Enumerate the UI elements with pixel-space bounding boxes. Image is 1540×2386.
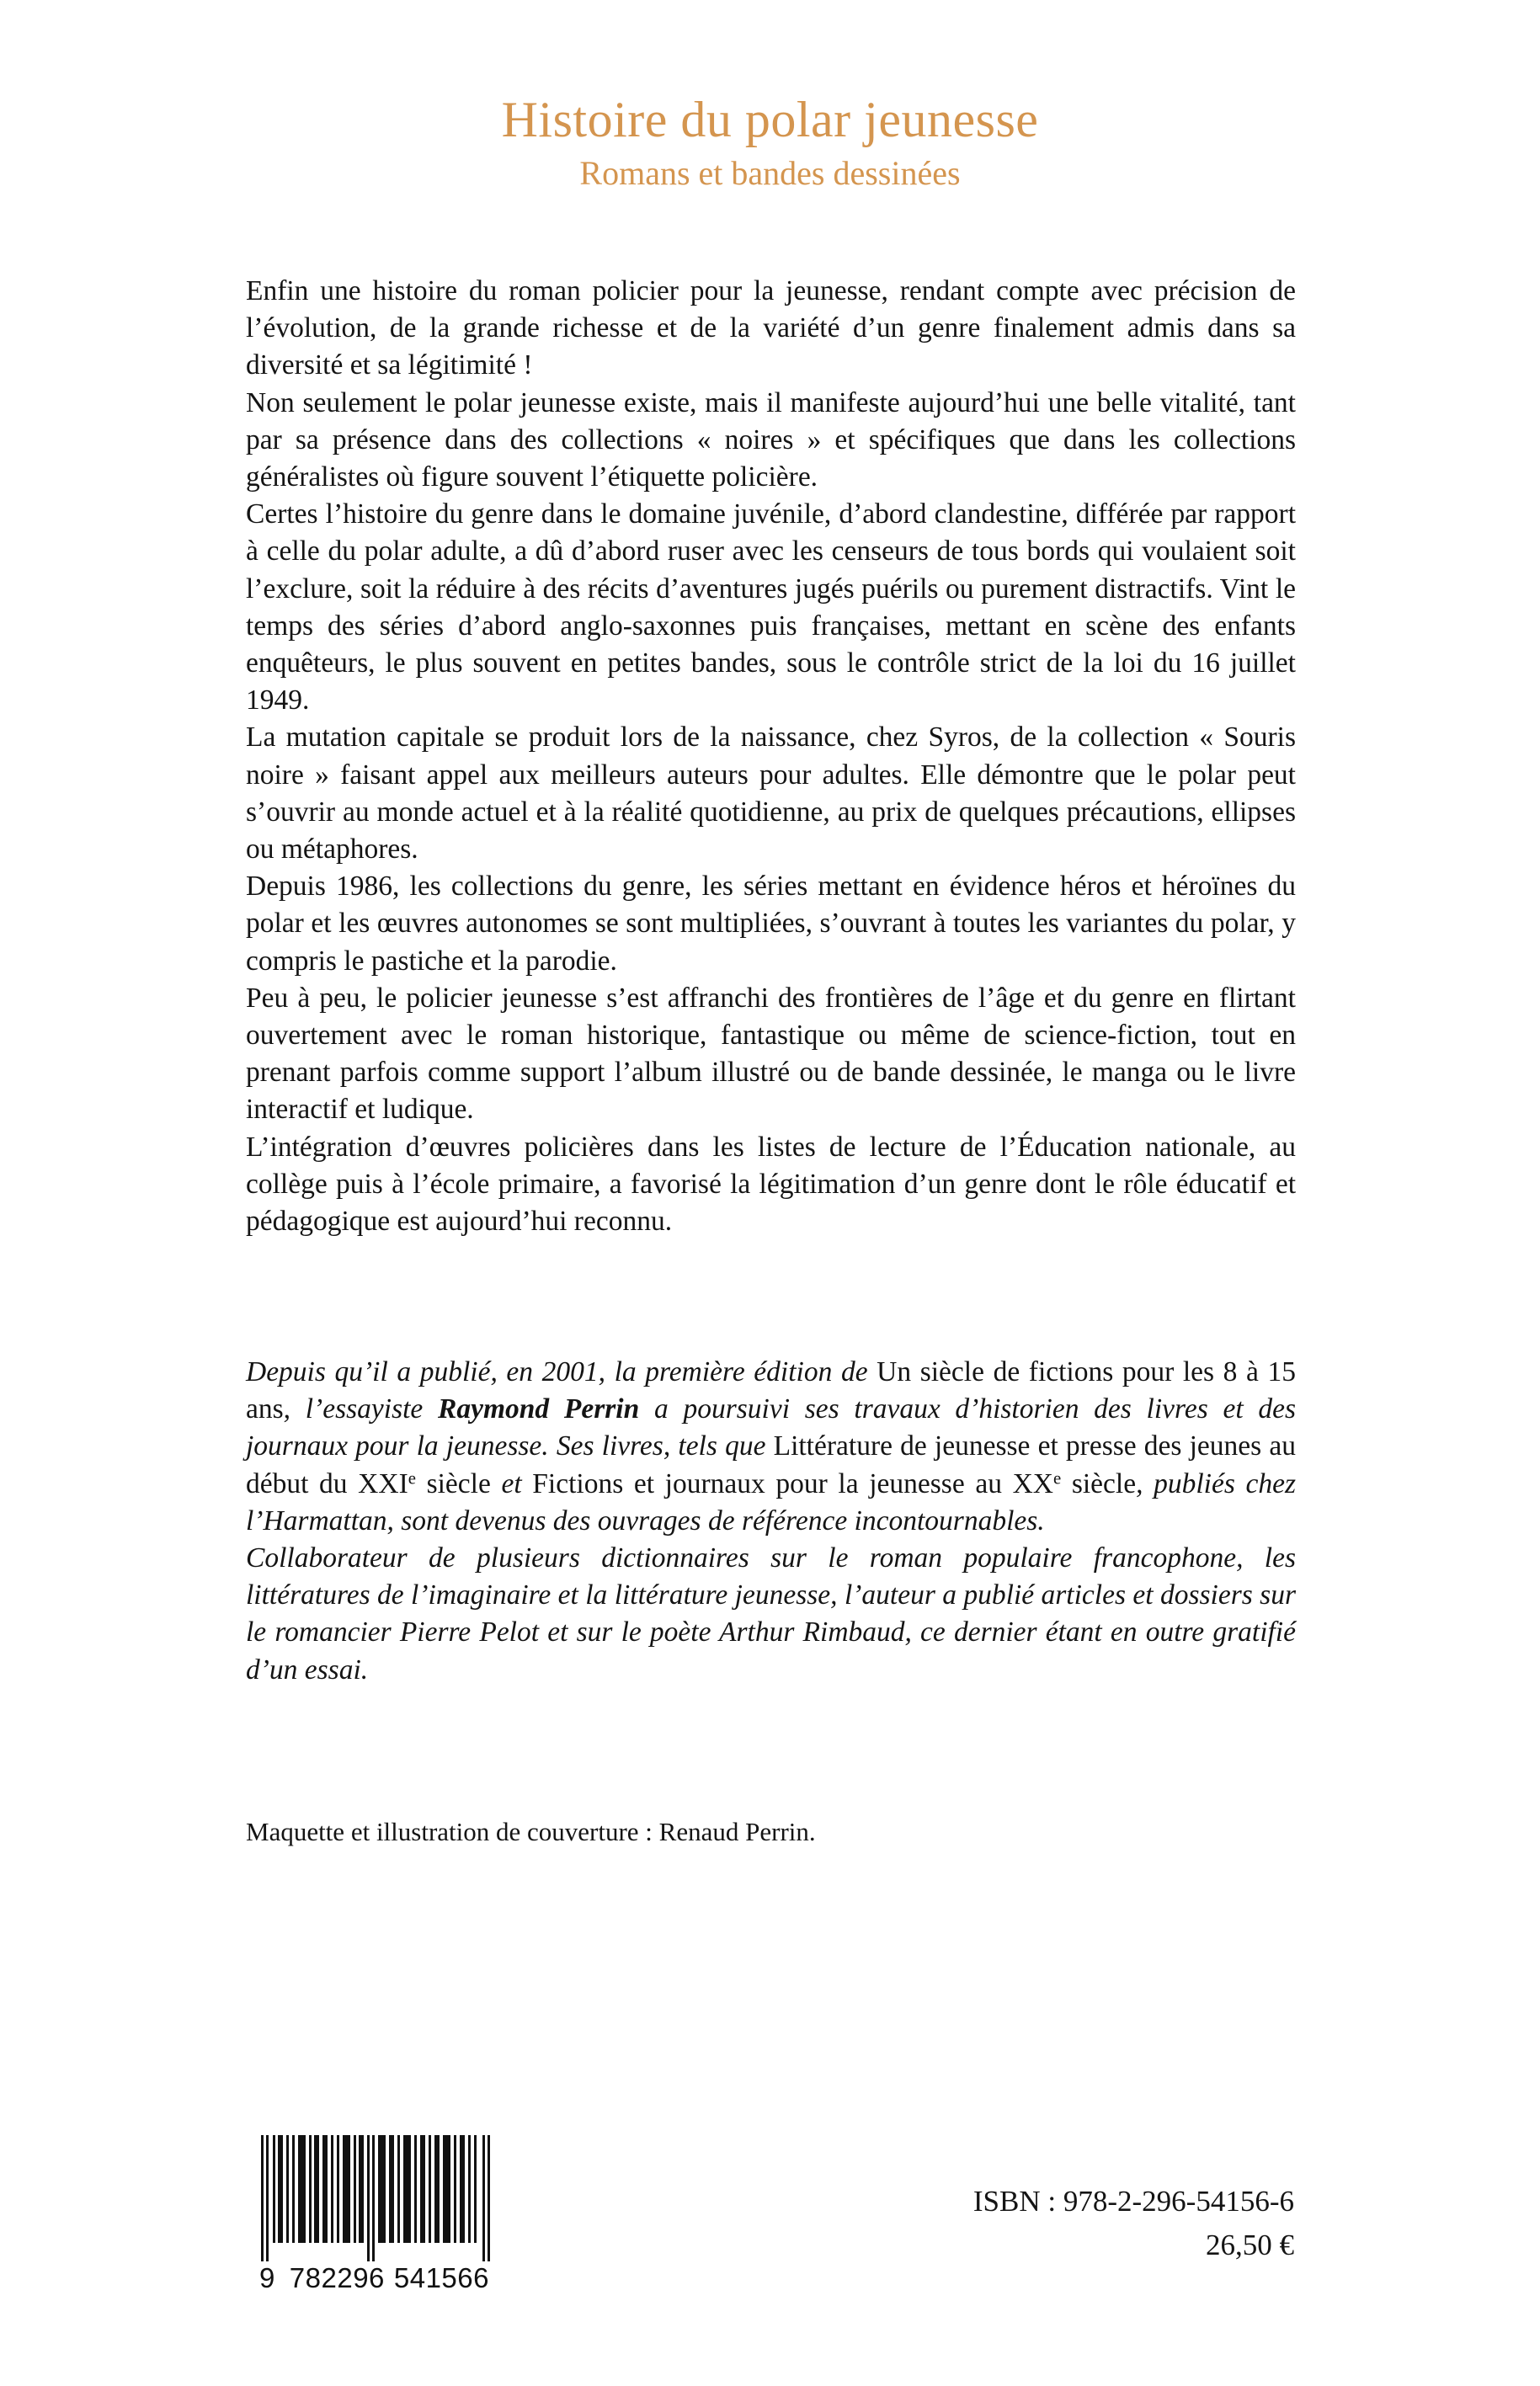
bio-seg-3: a poursuivi ses travaux d’historien des livres et des journaux pour la jeunesse. Ses livres, tels que: [246, 1393, 1297, 1462]
barcode-lead-digit: 9: [259, 2262, 275, 2293]
bio-work-title-1: Un siècle de fictions pour les 8 à 15 ans: [246, 1356, 1296, 1425]
barcode: [261, 2135, 493, 2294]
author-biography: [246, 1354, 1296, 1689]
bio-paragraph-2: Collaborateur de plusieurs dictionnaires sur le roman populaire francophone, les littératures de l’imaginaire et la littérature jeunesse, l’auteur a publié articles et dossiers sur le romancier Pierre Pelot et sur le poète Arthur Rimbaud, ce dernier étant en outre gratifié d’un essai.: [246, 1542, 1296, 1686]
blurb-text: [246, 273, 1296, 1240]
barcode-right-group: 541566: [393, 2262, 489, 2293]
page-title: Histoire du polar jeunesse: [501, 92, 1039, 147]
blurb-paragraph: Depuis 1986, les collections du genre, les séries mettant en évidence héros et héroïnes du polar et les œuvres autonomes se sont multipliées, s’ouvrant à toutes les variantes du polar, y compris le pastiche et la parodie.: [246, 871, 1296, 977]
barcode-digits: [261, 2262, 493, 2294]
page-subtitle: Romans et bandes dessinées: [579, 154, 961, 192]
bio-work-title-2-end: siècle: [415, 1467, 491, 1499]
bio-seg-1: Depuis qu’il a publié, en 2001, la première édition de: [246, 1356, 877, 1387]
blurb-paragraph: Non seulement le polar jeunesse existe, mais il manifeste aujourd’hui une belle vitalité, tant par sa présence dans des collections « noires » et spécifiques que dans les collections généralistes où figure souvent l’étiquette policière.: [246, 386, 1296, 493]
bio-work-title-3-end: siècle: [1061, 1467, 1137, 1499]
bio-seg-5: , publiés chez l’Harmattan, sont devenus des ouvrages de référence incontournables.: [246, 1467, 1297, 1537]
price: 26,50 €: [1206, 2229, 1294, 2261]
ordinal-suffix: e: [408, 1468, 416, 1489]
title-block: [0, 94, 1540, 190]
bio-work-title-2: Littérature de jeunesse et presse des jeunes au début du XXI: [246, 1430, 1296, 1499]
barcode-bars-icon: [261, 2135, 493, 2261]
blurb-paragraph: Enfin une histoire du roman policier pour la jeunesse, rendant compte avec précision de l’évolution, de la grande richesse et de la variété d’un genre finalement admis dans sa diversité et sa légitimité !: [246, 275, 1296, 381]
bio-work-title-3: Fictions et journaux pour la jeunesse au XX: [532, 1467, 1053, 1499]
blurb-paragraph: La mutation capitale se produit lors de la naissance, chez Syros, de la collection « Souris noire » faisant appel aux meilleurs auteurs pour adultes. Elle démontre que le polar peut s’ouvrir au monde actuel et à la réalité quotidienne, au prix de quelques précautions, ellipses ou métaphores.: [246, 722, 1296, 865]
publication-info: [973, 2181, 1294, 2266]
bio-paragraph-1: [246, 1354, 1296, 1540]
blurb-paragraph: Peu à peu, le policier jeunesse s’est affranchi des frontières de l’âge et du genre en flirtant ouvertement avec le roman historique, fantastique ou même de science-fiction, tout en prenant parfois comme support l’album illustré ou de bande dessinée, le manga ou le livre interactif et ludique.: [246, 982, 1296, 1126]
blurb-paragraph: Certes l’histoire du genre dans le domaine juvénile, d’abord clandestine, différée par rapport à celle du polar adulte, a dû d’abord ruser avec les censeurs de tous bords qui voulaient soit l’exclure, soit la réduire à des récits d’aventures jugés puérils ou purement distractifs. Vint le temps des séries d’abord anglo-saxonnes puis françaises, mettant en scène des enfants enquêteurs, le plus souvent en petites bandes, sous le contrôle strict de la loi du 16 juillet 1949.: [246, 498, 1296, 716]
bio-seg-2: , l’essayiste: [283, 1393, 439, 1425]
ordinal-suffix: e: [1052, 1468, 1062, 1489]
isbn-number: ISBN : 978-2-296-54156-6: [972, 2185, 1294, 2218]
author-name: Raymond Perrin: [438, 1393, 640, 1425]
cover-credit: Maquette et illustration de couverture : Renaud Perrin.: [246, 1817, 816, 1846]
barcode-left-group: 782296: [289, 2262, 385, 2293]
blurb-paragraph: L’intégration d’œuvres policières dans les listes de lecture de l’Éducation nationale, au collège puis à l’école primaire, a favorisé la légitimation d’un genre dont le rôle éducatif et pédagogique est aujourd’hui reconnu.: [246, 1131, 1296, 1238]
bio-seg-4: et: [490, 1467, 533, 1499]
